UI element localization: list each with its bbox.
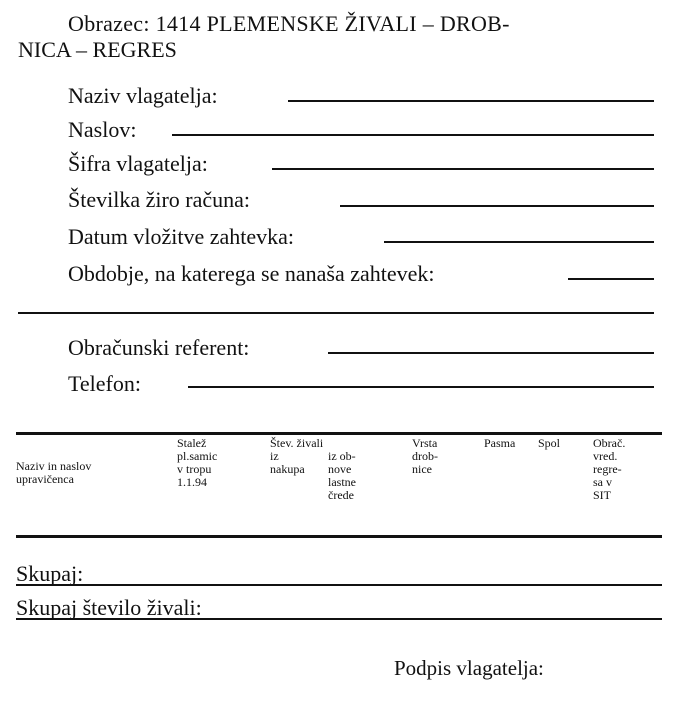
label-skupaj-zivali: Skupaj število živali:: [16, 595, 202, 620]
table-top-rule: [16, 432, 662, 435]
col-stev-zivali: Štev. živali: [270, 436, 324, 450]
col-pasma: Pasma: [484, 436, 516, 450]
col-naziv: Naziv in naslov upravičenca: [16, 459, 92, 486]
field-skupaj[interactable]: [16, 584, 662, 586]
field-telefon[interactable]: [188, 386, 654, 388]
col-spol: Spol: [538, 436, 561, 450]
label-sifra: Šifra vlagatelja:: [68, 151, 208, 176]
table-bottom-rule: [16, 535, 662, 538]
col-obrac: Obrač. vred. regre- sa v SIT: [593, 436, 626, 502]
label-naziv: Naziv vlagatelja:: [68, 83, 218, 108]
field-sifra[interactable]: [272, 168, 654, 170]
field-obdobje-cont[interactable]: [18, 312, 654, 314]
form-title: Obrazec: 1414 PLEMENSKE ŽIVALI – DROB-: [68, 11, 510, 36]
col-vrsta: Vrsta drob- nice: [412, 436, 438, 476]
form-title-cont: NICA – REGRES: [18, 37, 177, 62]
label-skupaj: Skupaj:: [16, 561, 84, 586]
label-podpis: Podpis vlagatelja:: [394, 656, 544, 680]
col-iz-nakupa: iz nakupa: [270, 449, 305, 476]
field-referent[interactable]: [328, 352, 654, 354]
field-naslov[interactable]: [172, 134, 654, 136]
label-obdobje: Obdobje, na katerega se nanaša zahtevek:: [68, 261, 435, 286]
field-skupaj-zivali[interactable]: [16, 618, 662, 620]
label-telefon: Telefon:: [68, 371, 141, 396]
label-datum: Datum vložitve zahtevka:: [68, 224, 295, 249]
field-obdobje[interactable]: [568, 278, 654, 280]
label-naslov: Naslov:: [68, 117, 137, 142]
col-stalez: Stalež pl.samic v tropu 1.1.94: [177, 436, 218, 489]
field-naziv[interactable]: [288, 100, 654, 102]
label-zr: Številka žiro računa:: [68, 187, 251, 212]
field-datum[interactable]: [384, 241, 654, 243]
field-zr[interactable]: [340, 205, 654, 207]
label-referent: Obračunski referent:: [68, 335, 250, 360]
col-iz-obnove: iz ob- nove lastne črede: [328, 449, 356, 502]
